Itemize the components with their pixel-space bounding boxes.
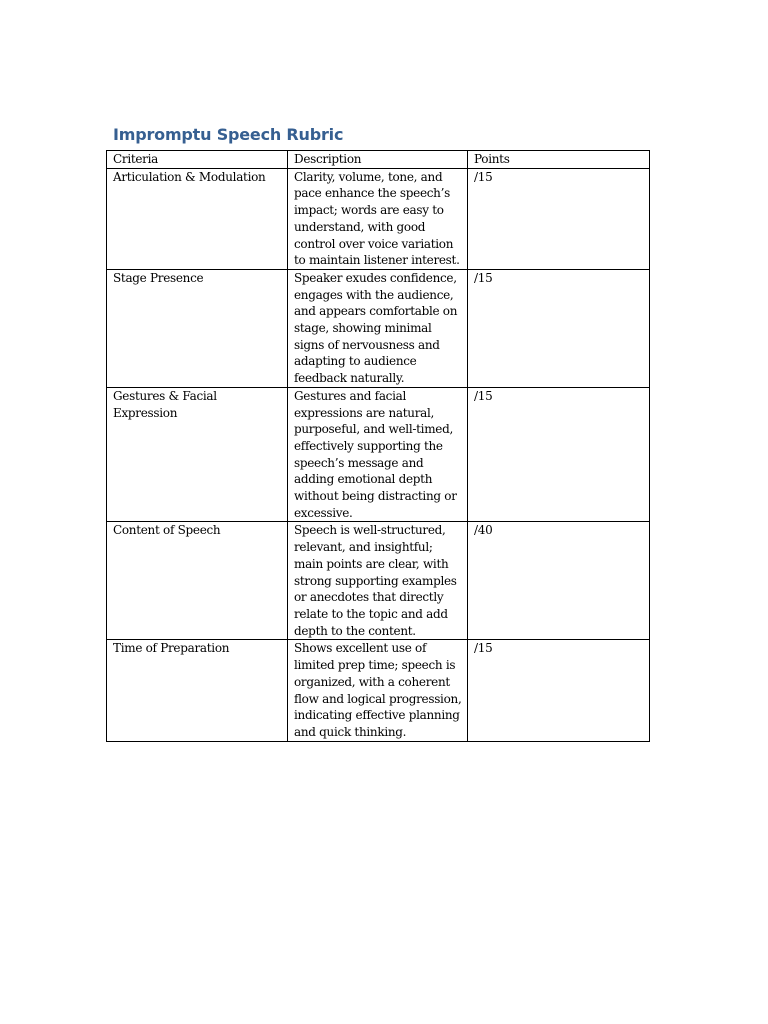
points-cell: /15 (468, 640, 650, 741)
header-description: Description (288, 151, 468, 169)
criteria-cell: Articulation & Modulation (107, 168, 288, 269)
table-row (107, 168, 650, 269)
criteria-cell: Stage Presence (107, 269, 288, 387)
description-cell: Clarity, volume, tone, and pace enhance the speech’s impact; words are easy to understand, with good control over voice variation to maintain listener interest. (288, 168, 468, 269)
rubric-table (106, 150, 650, 742)
criteria-cell: Content of Speech (107, 522, 288, 640)
table-row (107, 269, 650, 387)
table-row (107, 387, 650, 522)
points-cell: /15 (468, 168, 650, 269)
table-header-row (107, 151, 650, 169)
criteria-cell: Time of Preparation (107, 640, 288, 741)
document-title: Impromptu Speech Rubric (113, 125, 344, 144)
description-cell: Gestures and facial expressions are natural, purposeful, and well-timed, effectively supporting the speech’s message and adding emotional depth without being distracting or excessive. (288, 387, 468, 522)
table-row (107, 640, 650, 741)
description-cell: Shows excellent use of limited prep time; speech is organized, with a coherent flow and logical progression, indicating effective planning and quick thinking. (288, 640, 468, 741)
table-row (107, 522, 650, 640)
points-cell: /15 (468, 269, 650, 387)
header-criteria: Criteria (107, 151, 288, 169)
points-cell: /40 (468, 522, 650, 640)
description-cell: Speech is well-structured, relevant, and insightful; main points are clear, with strong supporting examples or anecdotes that directly relate to the topic and add depth to the content. (288, 522, 468, 640)
points-cell: /15 (468, 387, 650, 522)
header-points: Points (468, 151, 650, 169)
criteria-cell: Gestures & Facial Expression (107, 387, 288, 522)
description-cell: Speaker exudes confidence, engages with the audience, and appears comfortable on stage, showing minimal signs of nervousness and adapting to audience feedback naturally. (288, 269, 468, 387)
